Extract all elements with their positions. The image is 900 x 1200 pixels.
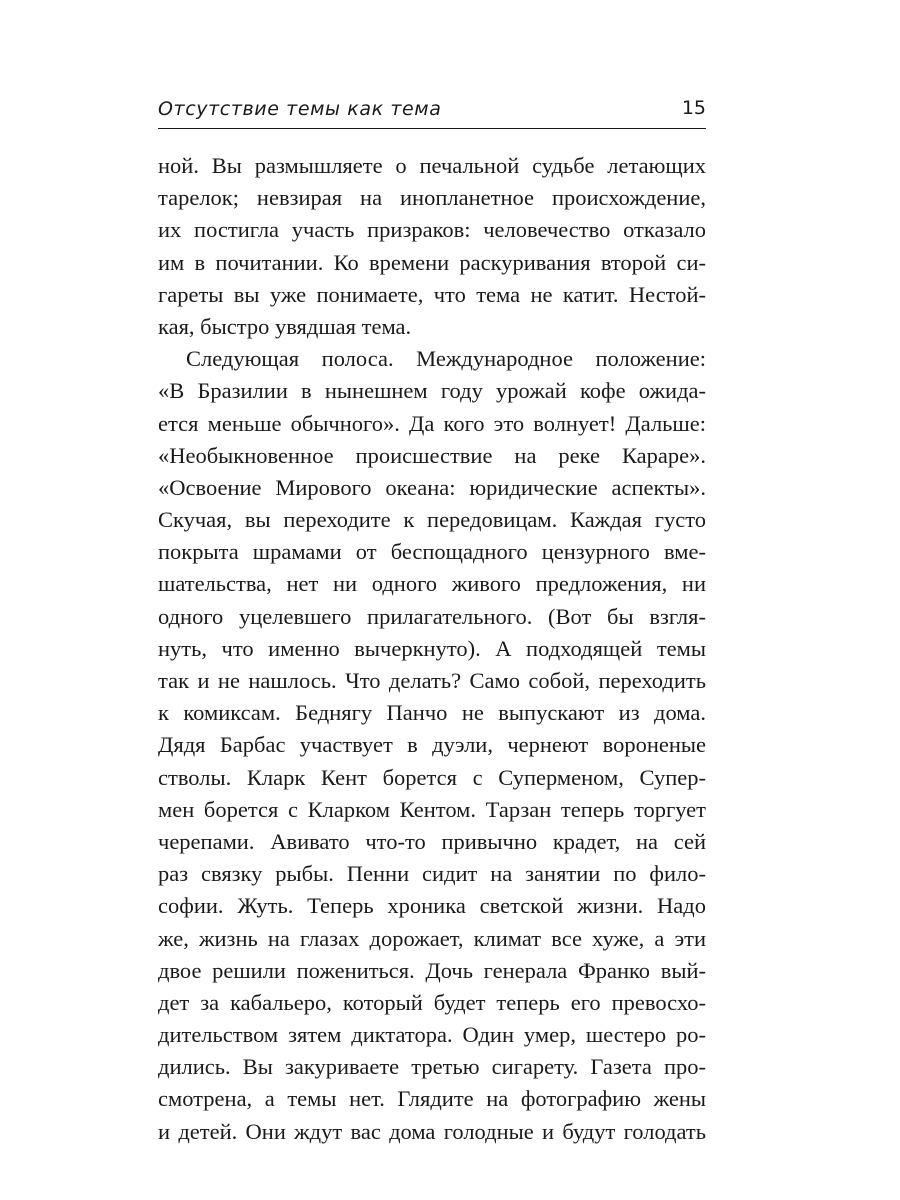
text-line: ной. Вы размышляете о печальной судьбе летающих — [158, 153, 706, 178]
paragraph-end-line: кая, быстро увядшая тема. — [158, 313, 412, 339]
text-line: смотрена, а темы нет. Глядите на фотографию жены — [158, 1086, 706, 1112]
text-line: шательства, нет ни одного живого предложения, ни — [158, 571, 706, 597]
text-line: же, жизнь на глазах дорожает, климат все хуже, а эти — [158, 925, 706, 951]
text-line: и детей. Они ждут вас дома голодные и будут голодать — [158, 1118, 706, 1144]
text-line: дет за кабальеро, который будет теперь его превосхо- — [158, 989, 706, 1015]
text-line: стволы. Кларк Кент борется с Суперменом, Супер- — [158, 764, 706, 790]
body-text — [158, 150, 706, 1148]
text-line: ется меньше обычного». Да кого это волнует! Дальше: — [158, 410, 706, 436]
text-line: дительством зятем диктатора. Один умер, шестеро ро- — [158, 1022, 706, 1048]
running-title: Отсутствие темы как тема — [158, 98, 442, 120]
paragraph-first-line: Следующая полоса. Международное положение: — [186, 346, 706, 372]
text-line: раз связку рыбы. Пенни сидит на занятии по фило- — [158, 861, 706, 887]
text-line: им в почитании. Ко времени раскуривания второй си- — [158, 249, 706, 275]
text-line: так и не нашлось. Что делать? Само собой, переходить — [158, 668, 706, 693]
text-line: Скучая, вы переходите к передовицам. Каждая густо — [158, 507, 706, 533]
text-line: «Освоение Мирового океана: юридические аспекты». — [158, 474, 706, 500]
text-line: софии. Жуть. Теперь хроника светской жизни. Надо — [158, 893, 706, 919]
text-line: нуть, что именно вычеркнуто). А подходящей темы — [158, 635, 706, 661]
text-line: «Необыкновенное происшествие на реке Караре». — [158, 442, 706, 468]
running-header — [158, 96, 706, 129]
text-line: гареты вы уже понимаете, что тема не катит. Нестой- — [158, 281, 706, 307]
text-line: тарелок; невзирая на инопланетное происхождение, — [158, 185, 706, 211]
text-line: двое решили пожениться. Дочь генерала Франко вый- — [158, 957, 706, 983]
text-line: мен борется с Кларком Кентом. Тарзан теперь торгует — [158, 796, 706, 822]
text-line: «В Бразилии в нынешнем году урожай кофе ожида- — [158, 378, 706, 404]
text-line: дились. Вы закуриваете третью сигарету. Газета про- — [158, 1054, 706, 1080]
text-line: одного уцелевшего прилагательного. (Вот бы взгля- — [158, 603, 706, 629]
text-line: покрыта шрамами от беспощадного цензурного вме- — [158, 539, 706, 565]
text-line: их постигла участь призраков: человечество отказало — [158, 217, 706, 243]
text-line: черепами. Авивато что-то привычно крадет, на сей — [158, 828, 706, 854]
text-line: к комиксам. Беднягу Панчо не выпускают из дома. — [158, 700, 706, 726]
text-line: Дядя Барбас участвует в дуэли, чернеют вороненые — [158, 732, 706, 758]
page-number: 15 — [681, 97, 706, 119]
